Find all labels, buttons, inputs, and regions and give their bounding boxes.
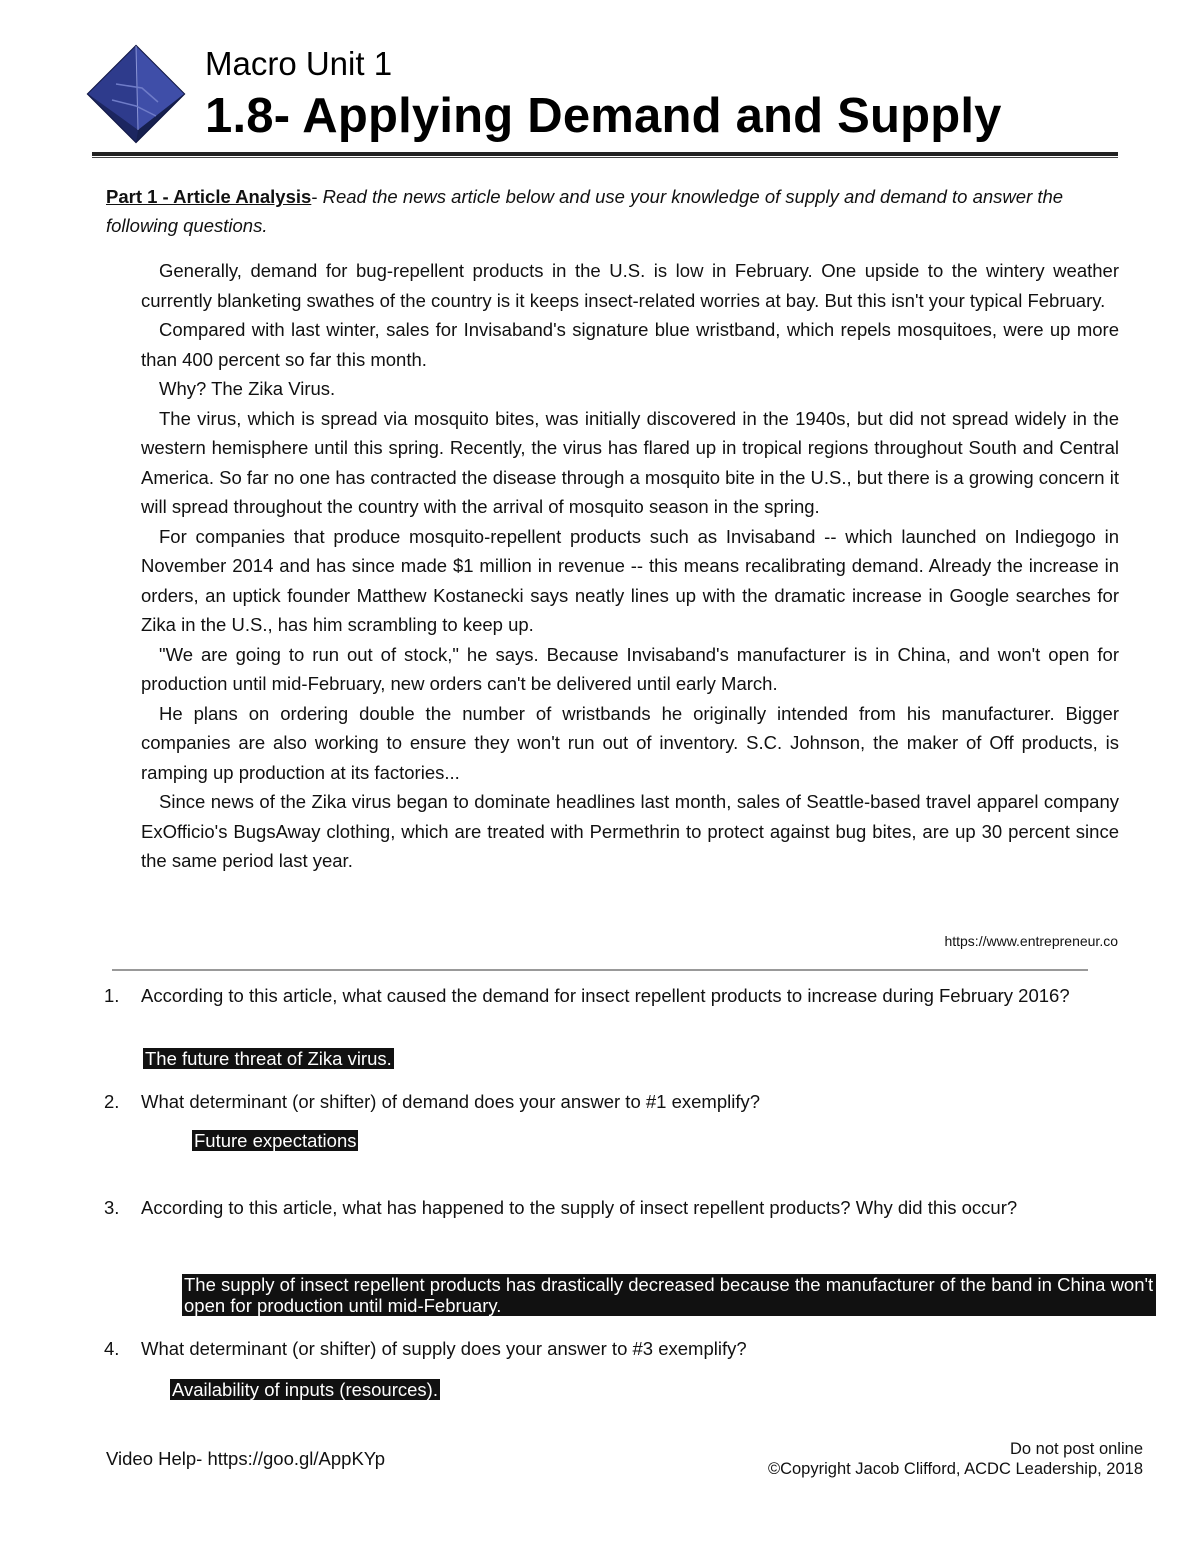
answer-1: The future threat of Zika virus. [145,1048,392,1069]
part-1-label: Part 1 - Article Analysis [106,186,312,207]
article-paragraph: "We are going to run out of stock," he says. Because Invisaband's manufacturer is in China, and won't open for production until mid-February, new orders can't be delivered until early March. [141,643,1119,694]
article-source: https://www.entrepreneur.co [944,933,1118,949]
part-1-instruction-text: Read the news article below and use your knowledge of supply and demand to answer the following questions. [106,186,1064,236]
unit-label: Macro Unit 1 [205,45,393,82]
news-article [141,256,1119,876]
article-paragraph: For companies that produce mosquito-repellent products such as Invisaband -- which launched on Indiegogo in November 2014 and has since made $1 million in revenue -- this means recalibrating demand. Already the increase in orders, an uptick founder Matthew Kostanecki says neatly lines up with the dramatic increase in Google searches for Zika in the U.S., has him scrambling to keep up. [141,525,1119,635]
page-title: 1.8- Applying Demand and Supply [205,89,1002,143]
acdc-logo-icon [86,44,186,144]
question-number: 4. [104,1338,120,1359]
question-text: According to this article, what caused the demand for insect repellent products to increase during February 2016? [141,985,1070,1006]
copyright-text: ©Copyright Jacob Clifford, ACDC Leadership, 2018 [767,1460,1143,1478]
question-number: 2. [104,1091,120,1112]
question-1 [104,978,1094,1014]
question-3 [104,1190,1094,1226]
question-number: 1. [104,985,120,1006]
copyright-notice [768,1439,1143,1479]
article-paragraph: He plans on ordering double the number of wristbands he originally intended from his manufacturer. Bigger companies are also working to ensure they won't run out of inventory. S.C. Johnson, the maker of Off products, is ramping up production at its factories... [141,702,1119,783]
question-text: What determinant (or shifter) of demand does your answer to #1 exemplify? [141,1091,761,1112]
article-paragraph: The virus, which is spread via mosquito bites, was initially discovered in the 1940s, but did not spread widely in the western hemisphere until this spring. Recently, the virus has flared up in tropical regions throughout South and Central America. So far no one has contracted the disease through a mosquito bite in the U.S., but there is a growing concern it will spread throughout the country with the arrival of mosquito season in the spring. [141,407,1119,517]
question-text: What determinant (or shifter) of supply does your answer to #3 exemplify? [141,1338,747,1359]
article-paragraph: Why? The Zika Virus. [159,378,336,399]
question-number: 3. [104,1197,120,1218]
do-not-post-notice: Do not post online [1009,1440,1143,1458]
answer-3: The supply of insect repellent products has drastically decreased because the manufacturer of the band in China won't open for production until mid-February. [182,1274,1156,1316]
question-4 [104,1331,1094,1367]
article-paragraph: Since news of the Zika virus began to dominate headlines last month, sales of Seattle-based travel apparel company ExOfficio's BugsAway clothing, which are treated with Permethrin to protect against bug bites, are up 30 percent since the same period last year. [141,791,1119,871]
header-divider-thin [92,157,1118,158]
video-help-link[interactable]: Video Help- https://goo.gl/AppKYp [106,1448,386,1469]
question-2 [104,1084,1094,1120]
header-divider [92,152,1118,156]
answer-4: Availability of inputs (resources). [172,1379,438,1400]
article-paragraph: Compared with last winter, sales for Invisaband's signature blue wristband, which repels mosquitoes, were up more than 400 percent so far this month. [141,319,1119,370]
answer-2: Future expectations [194,1130,357,1151]
part-1-dash: - [311,186,318,207]
part-1-instructions [106,182,1120,240]
section-divider [112,969,1088,971]
article-paragraph: Generally, demand for bug-repellent products in the U.S. is low in February. One upside to the wintery weather currently blanketing swathes of the country is it keeps insect-related worries at bay. But this isn't your typical February. [141,260,1119,311]
question-text: According to this article, what has happened to the supply of insect repellent products? Why did this occur? [141,1197,1018,1218]
